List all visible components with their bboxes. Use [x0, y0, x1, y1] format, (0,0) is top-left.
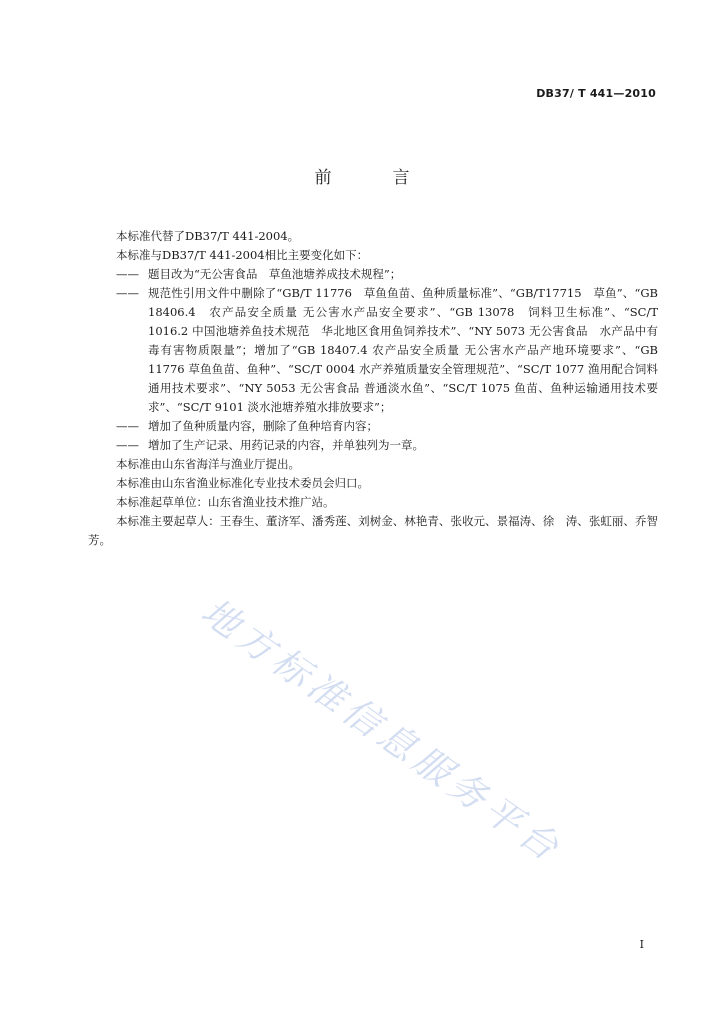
paragraph-replaces: 本标准代替了DB37/T 441-2004。	[116, 229, 300, 243]
dash-marker: ——	[116, 267, 139, 281]
foreword-body	[88, 227, 658, 512]
dash-marker: ——	[116, 286, 139, 300]
change-item-text: 增加了鱼种质量内容，删除了鱼种培育内容；	[148, 419, 378, 433]
paragraph-drafters: 本标准主要起草人：王春生、董济军、潘秀莲、刘树金、林艳青、张收元、景福涛、徐 涛、张虹丽、乔智芳。	[88, 514, 658, 547]
paragraph-drafting-unit: 本标准起草单位：山东省渔业技术推广站。	[116, 495, 335, 509]
change-item-text: 题目改为“无公害食品 草鱼池塘养成技术规程”；	[148, 267, 402, 281]
section-title: 前 言	[314, 168, 432, 188]
paragraph-centralized-by: 本标准由山东省渔业标准化专业技术委员会归口。	[116, 476, 369, 490]
paragraph-changes-intro: 本标准与DB37/T 441-2004相比主要变化如下：	[116, 248, 369, 262]
page-number: I	[639, 938, 644, 951]
change-item	[88, 284, 658, 417]
change-item	[88, 436, 658, 455]
document-code: DB37/ T 441—2010	[536, 87, 656, 100]
paragraph-proposed-by: 本标准由山东省海洋与渔业厅提出。	[116, 457, 300, 471]
dash-marker: ——	[116, 419, 139, 433]
dash-marker: ——	[116, 438, 139, 452]
change-item-text: 增加了生产记录、用药记录的内容，并单独列为一章。	[148, 438, 424, 452]
change-item-text: 规范性引用文件中删除了“GB/T 11776 草鱼鱼苗、鱼种质量标准”、“GB/T17715 草鱼”、“GB 18406.4 农产品安全质量 无公害水产品安全要求”、“GB 13078 饲料卫生标准”、“SC/T 1016.2 中国池塘养鱼技术规范 华北地区食用鱼饲养技术”、“NY 5073 无公害食品 水产品中有毒有害物质限量”；增加了“GB 18407.4 农产品安全质量 无公害水产品产地环境要求”、“GB 11776 草鱼鱼苗、鱼种”、“SC/T 0004 水产养殖质量安全管理规范”、“SC/T 1077 渔用配合饲料通用技术要求”、“NY 5053 无公害食品 普通淡水鱼”、“SC/T 1075 鱼苗、鱼种运输通用技术要求”、“SC/T 9101 淡水池塘养殖水排放要求”；	[148, 286, 658, 414]
watermark-text: 地方标准信息服务平台	[193, 589, 571, 872]
change-item	[88, 417, 658, 436]
change-item	[88, 265, 658, 284]
